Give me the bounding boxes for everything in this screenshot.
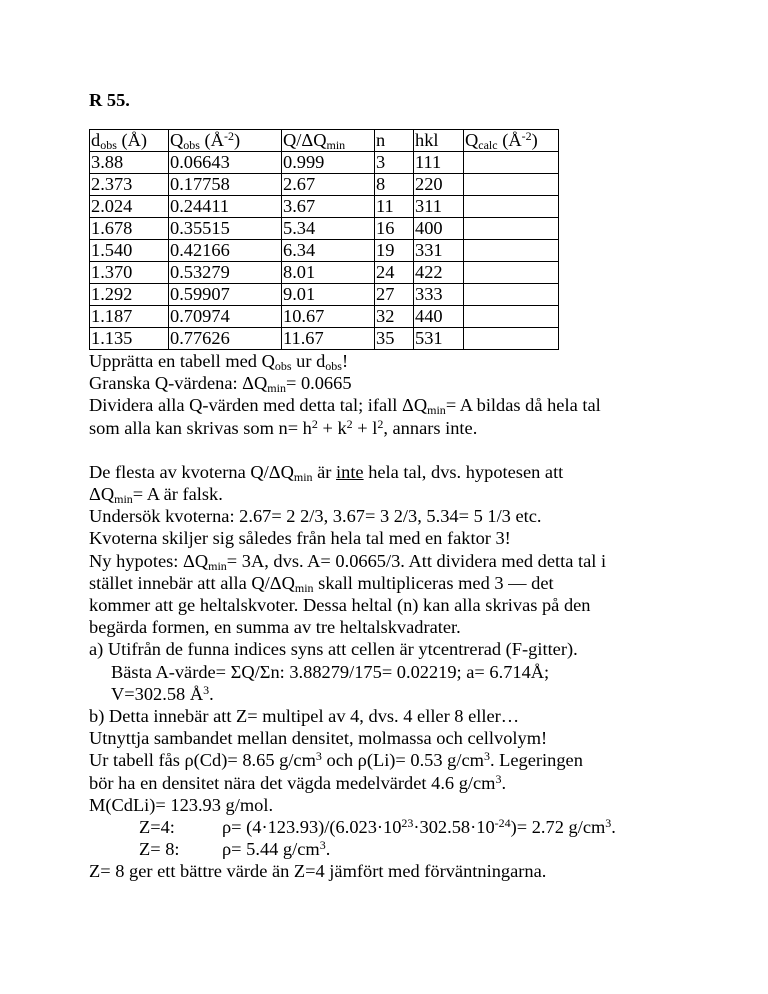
cell-hkl: 531 bbox=[414, 328, 464, 350]
text-line: kommer att ge heltalskvoter. Dessa heltal (n) kan alla skrivas på den bbox=[89, 595, 591, 616]
data-table bbox=[89, 129, 559, 350]
header-qobs: $Q_{obs}$ $(Å^{-2})$ bbox=[169, 130, 282, 152]
cell-n: 27 bbox=[375, 284, 414, 306]
cell-qcalc bbox=[464, 152, 559, 174]
table-row bbox=[90, 240, 559, 262]
cell-dobs: 2.024 bbox=[90, 196, 169, 218]
cell-qcalc bbox=[464, 174, 559, 196]
header-qcalc: $Q_{calc}$ $(Å^{-2})$ bbox=[464, 130, 559, 152]
cell-dobs: 1.370 bbox=[90, 262, 169, 284]
cell-qobs: 0.53279 bbox=[169, 262, 282, 284]
cell-qcalc bbox=[464, 284, 559, 306]
cell-n: 32 bbox=[375, 306, 414, 328]
cell-dobs: 1.187 bbox=[90, 306, 169, 328]
cell-dobs: 1.678 bbox=[90, 218, 169, 240]
cell-n: 24 bbox=[375, 262, 414, 284]
text-line: Dividera alla Q-värden med detta tal; ifall $\Delta Q_{min}= A$ bildas då hela tal bbox=[89, 395, 601, 418]
cell-hkl: 440 bbox=[414, 306, 464, 328]
cell-n: 35 bbox=[375, 328, 414, 350]
text-line: M(CdLi)= 123.93 g/mol. bbox=[89, 794, 274, 815]
text-line: stället innebär att alla $Q/\Delta Q_{min}$ skall multipliceras med 3 — det bbox=[89, 572, 554, 595]
cell-qobs: 0.24411 bbox=[169, 196, 282, 218]
equation-line: Z=4: $\rho= (4\cdot 123.93)/(6.023\cdot 10^{23}\cdot 302.58\cdot 10^{-24})= 2.72$ $g/cm^3$. bbox=[139, 816, 616, 838]
cell-ratio: 0.999 bbox=[282, 152, 375, 174]
text-line: bör ha en densitet nära det vägda medelvärdet 4.6 $g/cm^3$. bbox=[89, 771, 507, 793]
table-row bbox=[90, 306, 559, 328]
cell-hkl: 331 bbox=[414, 240, 464, 262]
text-line: Z= 8 ger ett bättre värde än Z=4 jämfört med förväntningarna. bbox=[89, 861, 547, 882]
text-line: Kvoterna skiljer sig således från hela tal med en faktor 3! bbox=[89, 528, 511, 549]
equation-line: Z= 8: ρ= 5.44 $g/cm^3$. bbox=[139, 838, 331, 860]
table-row bbox=[90, 284, 559, 306]
cell-hkl: 422 bbox=[414, 262, 464, 284]
cell-qobs: 0.59907 bbox=[169, 284, 282, 306]
cell-dobs: 2.373 bbox=[90, 174, 169, 196]
cell-ratio: 5.34 bbox=[282, 218, 375, 240]
solution-text bbox=[89, 350, 689, 883]
paragraph-spacer bbox=[89, 439, 689, 461]
problem-heading: R 55. bbox=[89, 90, 130, 110]
cell-n: 16 bbox=[375, 218, 414, 240]
table-header-row bbox=[90, 130, 559, 152]
table-row bbox=[90, 218, 559, 240]
cell-hkl: 333 bbox=[414, 284, 464, 306]
text-line: Bästa A-värde= ΣQ/Σn: 3.88279/175= 0.02219; a= 6.714Å; bbox=[111, 661, 550, 682]
cell-ratio: 10.67 bbox=[282, 306, 375, 328]
cell-qcalc bbox=[464, 328, 559, 350]
cell-hkl: 111 bbox=[414, 152, 464, 174]
cell-ratio: 2.67 bbox=[282, 174, 375, 196]
cell-ratio: 11.67 bbox=[282, 328, 375, 350]
header-n: n bbox=[375, 130, 414, 152]
text-line: som alla kan skrivas som $n= h^2 + k^2 + l^2$, annars inte. bbox=[89, 416, 478, 438]
cell-n: 8 bbox=[375, 174, 414, 196]
cell-n: 11 bbox=[375, 196, 414, 218]
text-line: b) Detta innebär att Z= multipel av 4, dvs. 4 eller 8 eller… bbox=[89, 706, 520, 727]
cell-hkl: 220 bbox=[414, 174, 464, 196]
text-line: Utnyttja sambandet mellan densitet, molmassa och cellvolym! bbox=[89, 728, 548, 749]
cell-n: 3 bbox=[375, 152, 414, 174]
header-q-ratio: $Q/\Delta Q_{min}$ bbox=[282, 130, 375, 152]
text-line: $\Delta Q_{min}= A$ är falsk. bbox=[89, 484, 223, 507]
cell-ratio: 9.01 bbox=[282, 284, 375, 306]
text-line: De flesta av kvoterna $Q/\Delta Q_{min}$ är inte hela tal, dvs. hypotesen att bbox=[89, 461, 564, 484]
text-line: a) Utifrån de funna indices syns att cellen är ytcentrerad (F-gitter). bbox=[89, 639, 578, 660]
cell-hkl: 311 bbox=[414, 196, 464, 218]
table-row bbox=[90, 152, 559, 174]
cell-qcalc bbox=[464, 306, 559, 328]
cell-ratio: 6.34 bbox=[282, 240, 375, 262]
cell-qobs: 0.17758 bbox=[169, 174, 282, 196]
table-row bbox=[90, 328, 559, 350]
cell-ratio: 8.01 bbox=[282, 262, 375, 284]
cell-n: 19 bbox=[375, 240, 414, 262]
cell-qcalc bbox=[464, 218, 559, 240]
text-line: begärda formen, en summa av tre heltalskvadrater. bbox=[89, 617, 461, 638]
cell-qobs: 0.35515 bbox=[169, 218, 282, 240]
header-dobs: $d_{obs}$ (Å) bbox=[90, 130, 169, 152]
cell-qcalc bbox=[464, 240, 559, 262]
cell-qcalc bbox=[464, 196, 559, 218]
text-line: Ny hypotes: $\Delta Q_{min}= 3A$, dvs. A= 0.0665/3. Att dividera med detta tal i bbox=[89, 550, 607, 573]
text-line: Undersök kvoterna: 2.67= 2 2/3, 3.67= 3 2/3, 5.34= 5 1/3 etc. bbox=[89, 506, 542, 527]
cell-qobs: 0.77626 bbox=[169, 328, 282, 350]
table-row bbox=[90, 196, 559, 218]
table-row bbox=[90, 262, 559, 284]
cell-dobs: 1.135 bbox=[90, 328, 169, 350]
text-line: Ur tabell fås ρ(Cd)= 8.65 $g/cm^3$ och ρ(Li)= 0.53 $g/cm^3$. Legeringen bbox=[89, 749, 583, 771]
cell-qobs: 0.06643 bbox=[169, 152, 282, 174]
cell-qobs: 0.70974 bbox=[169, 306, 282, 328]
table-row bbox=[90, 174, 559, 196]
text-line: V=302.58 $Å^3$. bbox=[111, 682, 214, 704]
cell-ratio: 3.67 bbox=[282, 196, 375, 218]
header-hkl: hkl bbox=[414, 130, 464, 152]
cell-dobs: 3.88 bbox=[90, 152, 169, 174]
cell-hkl: 400 bbox=[414, 218, 464, 240]
cell-dobs: 1.292 bbox=[90, 284, 169, 306]
text-line: Granska Q-värdena: $\Delta Q_{min}= 0.0665$ bbox=[89, 373, 352, 396]
text-line: Upprätta en tabell med $Q_{obs}$ ur $d_{obs}$! bbox=[89, 351, 349, 373]
cell-qcalc bbox=[464, 262, 559, 284]
cell-qobs: 0.42166 bbox=[169, 240, 282, 262]
cell-dobs: 1.540 bbox=[90, 240, 169, 262]
